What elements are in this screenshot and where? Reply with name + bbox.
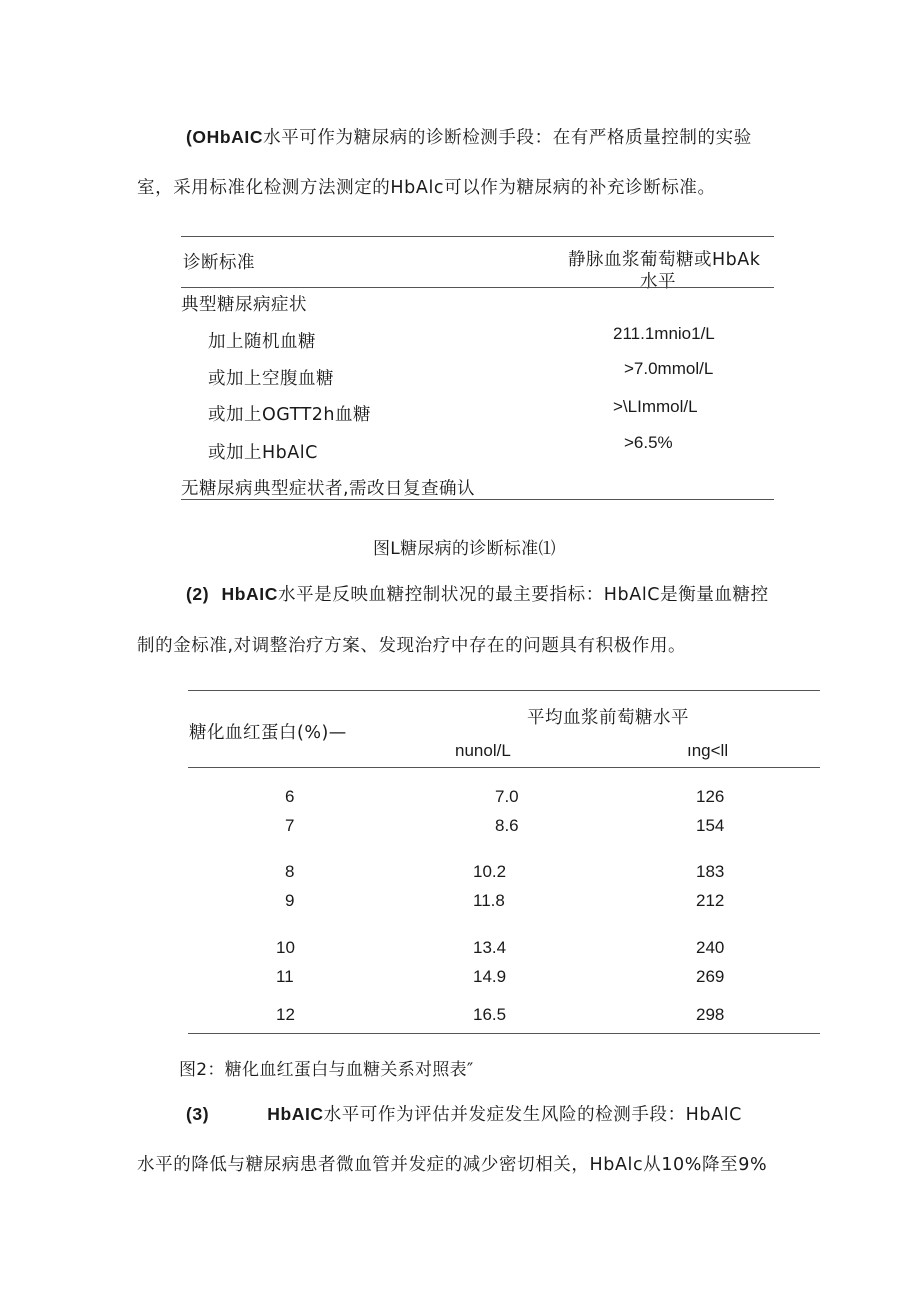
table1-row-value: >6.5% bbox=[624, 433, 673, 452]
table2-cell: 12 bbox=[276, 1005, 295, 1024]
table2-cell: 11 bbox=[276, 967, 294, 986]
table2-cell: 16.5 bbox=[473, 1005, 507, 1024]
section3-line1-text: 水平可作为评估并发症发生风险的检测手段：HbAlC bbox=[323, 1105, 742, 1125]
section2-line1-text: 水平是反映血糖控制状况的最主要指标：HbAlC是衡量血糖控 bbox=[278, 585, 769, 605]
section3-line2: 水平的降低与糖尿病患者微血管并发症的减少密切相关，HbAlc从10%降至9% bbox=[137, 1155, 768, 1175]
table2-cell: 298 bbox=[696, 1005, 725, 1024]
table1-header-left: 诊断标准 bbox=[183, 253, 255, 273]
table1-row-label: 或加上空腹血糖 bbox=[208, 369, 334, 389]
table2-bottom-rule bbox=[188, 1033, 820, 1034]
table2-sub-header-mg: ıng<ll bbox=[687, 741, 729, 760]
section2-line2: 制的金标准,对调整治疗方案、发现治疗中存在的问题具有积极作用。 bbox=[137, 636, 687, 656]
table1-header-right-2: 水平 bbox=[640, 272, 676, 292]
table2-cell: 10.2 bbox=[473, 862, 507, 881]
table1-bottom-rule bbox=[181, 499, 774, 500]
table2-cell: 126 bbox=[696, 787, 725, 806]
table2-cell: 6 bbox=[285, 787, 295, 806]
section1-line2: 室，采用标准化检测方法测定的HbAlc可以作为糖尿病的补充诊断标准。 bbox=[137, 178, 716, 198]
section1-line1 bbox=[186, 124, 752, 149]
table1-row-value: >\LImmol/L bbox=[613, 397, 698, 416]
table2-sub-header-mmol: nunol/L bbox=[455, 741, 511, 760]
table2-cell: 240 bbox=[696, 938, 725, 957]
table2-group-header: 平均血浆前萄糖水平 bbox=[527, 708, 689, 728]
table1-row-label: 或加上HbAlC bbox=[208, 443, 318, 463]
table1-top-rule bbox=[181, 236, 774, 237]
table2-cell: 13.4 bbox=[473, 938, 507, 957]
table2-cell: 154 bbox=[696, 816, 725, 835]
table1-caption: 图L糖尿病的诊断标准⑴ bbox=[373, 539, 556, 559]
table2-cell: 212 bbox=[696, 891, 725, 910]
table2-cell: 8 bbox=[285, 862, 295, 881]
table1-row-value: 211.1mnio1/L bbox=[613, 324, 715, 343]
table1-footer: 无糖尿病典型症状者,需改日复查确认 bbox=[181, 479, 476, 499]
section2-term: HbAIC bbox=[221, 584, 278, 604]
table2-cell: 7.0 bbox=[495, 787, 519, 806]
section1-line1-text: 水平可作为糖尿病的诊断检测手段：在有严格质量控制的实验 bbox=[263, 128, 752, 148]
table2-cell: 269 bbox=[696, 967, 725, 986]
table2-cell: 8.6 bbox=[495, 816, 519, 835]
section3-num: (3) bbox=[186, 1104, 210, 1124]
table2-cell: 11.8 bbox=[473, 891, 505, 910]
table2-cell: 7 bbox=[285, 816, 295, 835]
table2-col1-header: 糖化血红蛋白(%)— bbox=[189, 723, 347, 743]
table2-cell: 10 bbox=[276, 938, 295, 957]
table1-row-label: 或加上OGTT2h血糖 bbox=[208, 405, 372, 425]
table1-header-right-1: 静脉血浆葡萄糖或HbAk bbox=[568, 250, 761, 270]
table2-cell: 183 bbox=[696, 862, 725, 881]
section2-num: (2) bbox=[186, 584, 210, 604]
table2-top-rule bbox=[188, 690, 820, 691]
table1-row-value: >7.0mmol/L bbox=[624, 359, 714, 378]
table1-header-rule bbox=[181, 287, 774, 288]
table2-header-rule bbox=[188, 767, 820, 768]
section3-line1 bbox=[186, 1101, 742, 1126]
table2-cell: 9 bbox=[285, 891, 295, 910]
section3-term: HbAIC bbox=[267, 1104, 324, 1124]
section1-lead: (OHbAIC bbox=[186, 127, 264, 147]
table1-group-label: 典型糖尿病症状 bbox=[181, 295, 307, 315]
table2-cell: 14.9 bbox=[473, 967, 507, 986]
table2-caption: 图2：糖化血红蛋白与血糖关系对照表″ bbox=[179, 1060, 474, 1080]
section2-line1 bbox=[186, 581, 769, 606]
table1-row-label: 加上随机血糖 bbox=[208, 332, 316, 352]
